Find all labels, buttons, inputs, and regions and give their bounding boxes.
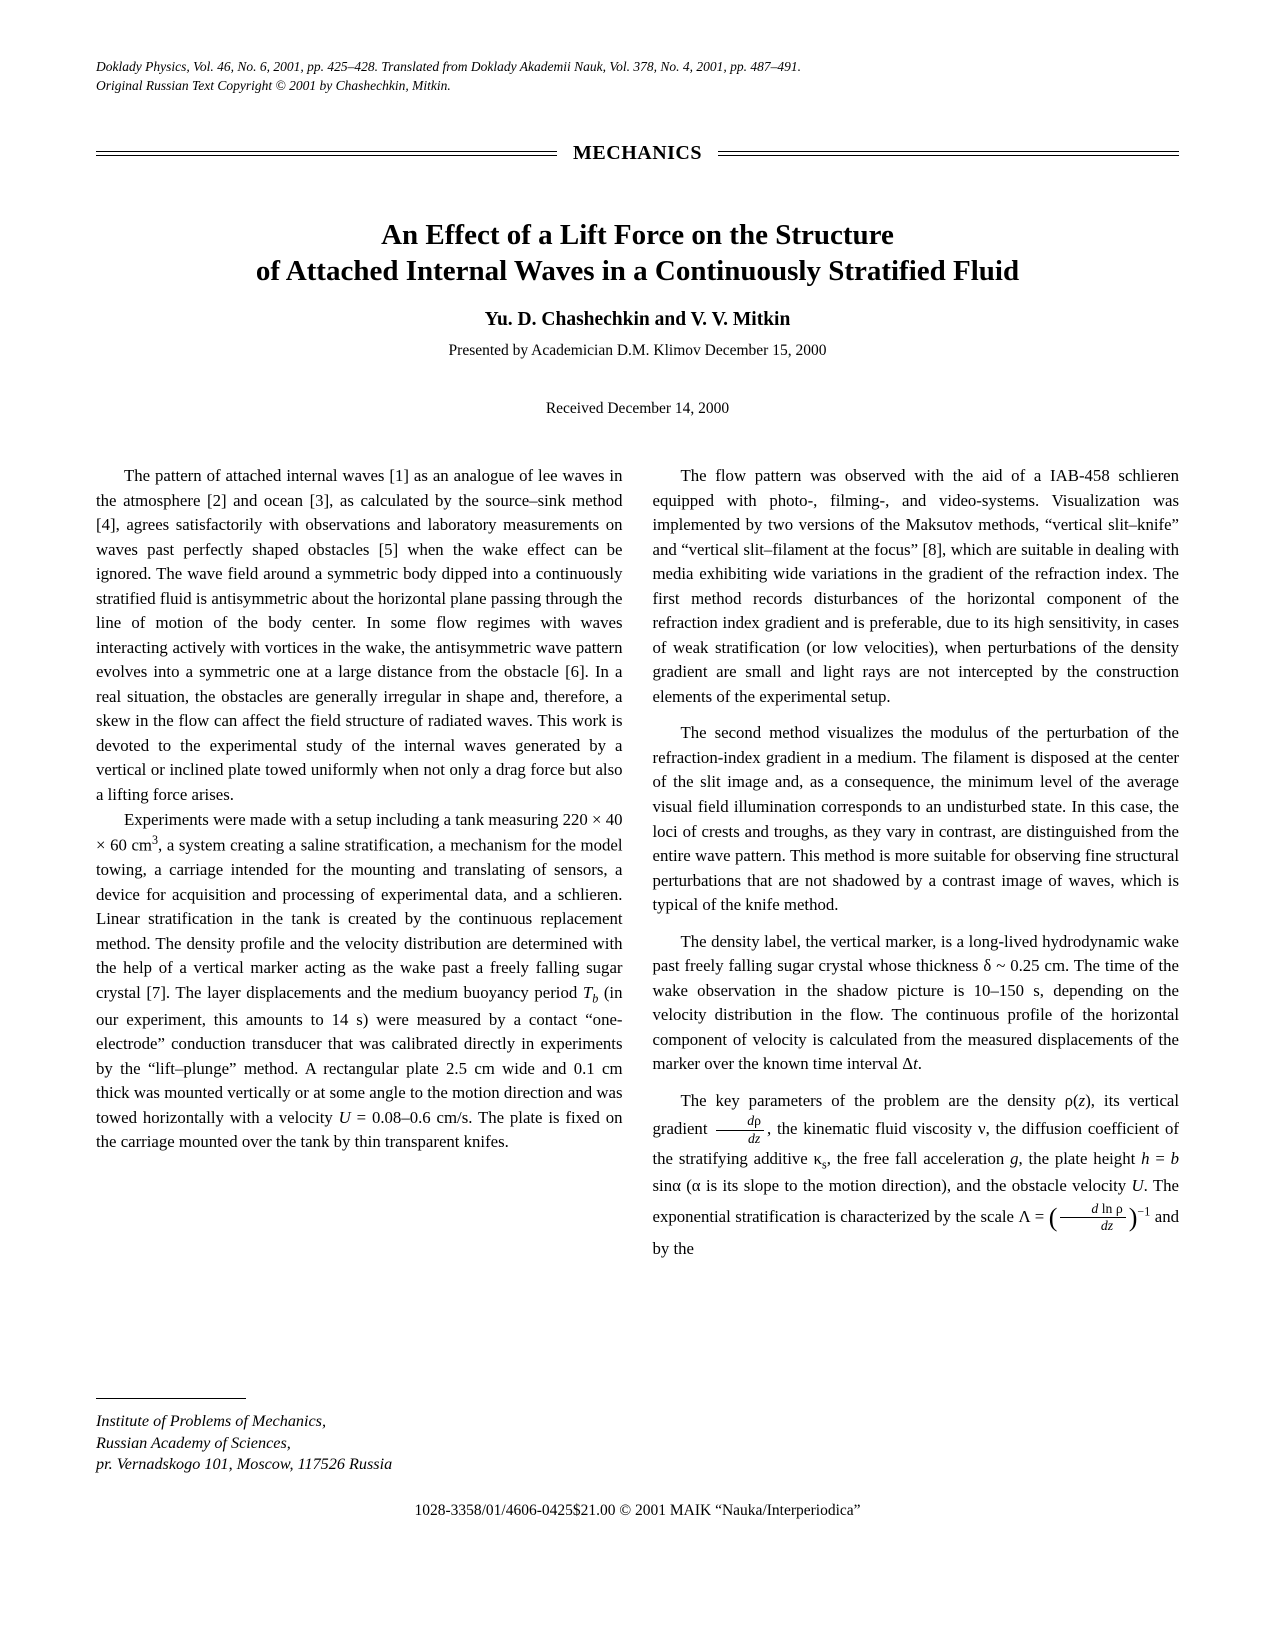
paragraph: The density label, the vertical marker, is a long-lived hydrodynamic wake past freely falling sugar crystal whose thickness δ ~ 0.25 cm. The time of the wake observation in the shadow picture is 10–150 s, depending on the velocity distribution in the flow. The continuous profile of the horizontal component of velocity is calculated from the measured displacements of the marker over the known time interval Δt.	[652, 931, 1179, 1074]
journal-header-line2: Original Russian Text Copyright © 2001 by Chashechkin, Mitkin.	[96, 77, 451, 93]
affiliation-line: Russian Academy of Sciences,	[96, 1433, 291, 1452]
paper-title-line2: of Attached Internal Waves in a Continuously Stratified Fluid	[255, 255, 1020, 288]
affiliation-line: Institute of Problems of Mechanics,	[96, 1411, 327, 1430]
paragraph: The key parameters of the problem are the density ρ(z), its vertical gradient $\frac{d\rho}{dz}$ , the kinematic fluid viscosity ν, the diffusion coefficient of the stratifying additive $\kappa_s$, the free fall acceleration g, the plate height h = b sinα (α is its slope to the motion direction), and the obstacle velocity U. The exponential stratification is characterized by the scale Λ = ( $\frac{\text{d ln ρ}}{dz}$ )$^{-1}$ and by the	[652, 1090, 1180, 1258]
journal-header	[96, 58, 1179, 96]
section-rule-left	[96, 151, 557, 156]
body-columns	[96, 464, 1179, 1476]
paragraph: The second method visualizes the modulus of the perturbation of the refraction-index gradient in a medium. The filament is disposed at the center of the slit image and, as a consequence, the minimum level of the average visual field illumination corresponds to an undisturbed state. In this case, the loci of crests and troughs, as they vary in contrast, are distinguished from the entire wave pattern. This method is more suitable for observing fine structural perturbations that are not shadowed by a contrast image of waves, which is typical of the knife method.	[652, 723, 1179, 915]
journal-header-line1: Doklady Physics, Vol. 46, No. 6, 2001, pp. 425–428. Translated from Doklady Akademii Nauk, Vol. 378, No. 4, 2001, pp. 487–491.	[96, 59, 801, 74]
paragraph: Experiments were made with a setup including a tank measuring 220 × 40 × 60 $cm^3$, a system creating a saline stratification, a mechanism for the model towing, a carriage intended for the mounting and translating of sensors, a device for acquisition and processing of experimental data, and a schlieren. Linear stratification in the tank is created by the continuous replacement method. The density profile and the velocity distribution are determined with the help of a vertical marker acting as the wake past a freely falling sugar crystal [7]. The layer displacements and the medium buoyancy period $T_b$ (in our experiment, this amounts to 14 s) were measured by a contact “one-electrode” conduction transducer that was calibrated directly in experiments by the “lift–plunge” method. A rectangular plate 2.5 cm wide and 0.1 cm thick was mounted vertically or at some angle to the motion direction and was towed horizontally with a velocity U = 0.08–0.6 cm/s. The plate is fixed on the carriage mounted over the tank by thin transparent knifes.	[96, 809, 623, 1152]
affiliation-footnote	[96, 1380, 623, 1477]
authors: Yu. D. Chashechkin and V. V. Mitkin	[484, 309, 791, 331]
section-rule-right	[718, 151, 1179, 156]
affiliation-line: pr. Vernadskogo 101, Moscow, 117526 Russia	[96, 1455, 393, 1474]
paragraph: The flow pattern was observed with the aid of a IAB-458 schlieren equipped with photo-, filming-, and video-systems. Visualization was implemented by two versions of the Maksutov methods, “vertical slit–knife” and “vertical slit–filament at the focus” [8], which are suitable in dealing with media exhibiting wide variations in the gradient of the refraction index. The first method records disturbances of the horizontal component of the refraction index gradient and is preferable, due to its high sensitivity, in cases of weak stratification (or low velocities), when perturbations of the density gradient are small and light rays are not intercepted by the construction elements of the experimental setup.	[652, 466, 1179, 706]
paragraph: The pattern of attached internal waves [1] as an analogue of lee waves in the atmosphere [2] and ocean [3], as calculated by the source–sink method [4], agrees satisfactorily with observations and laboratory measurements on waves past perfectly shaped obstacles [5] when the wake effect can be ignored. The wave field around a symmetric body dipped into a continuously stratified fluid is antisymmetric about the horizontal plane passing through the line of motion of the body center. In some flow regimes with waves interacting actively with vortices in the wake, the antisymmetric wave pattern evolves into a symmetric one at a large distance from the obstacle [6]. In a real situation, the obstacles are generally irregular in shape and, therefore, a skew in the flow can affect the field structure of radiated waves. This work is devoted to the experimental study of the internal waves generated by a vertical or inclined plate towed uniformly when not only a drag force but also a lifting force arises.	[96, 466, 623, 804]
footnote-rule	[96, 1398, 246, 1399]
left-column	[96, 464, 623, 1476]
section-banner	[96, 142, 1179, 165]
received-line: Received December 14, 2000	[545, 400, 730, 418]
presented-line: Presented by Academician D.M. Klimov December 15, 2000	[448, 342, 827, 360]
paper-title	[96, 217, 1179, 290]
paper-title-line1: An Effect of a Lift Force on the Structure	[381, 218, 894, 251]
section-label: MECHANICS	[573, 141, 702, 164]
right-column	[653, 464, 1180, 1476]
footer-copyright: 1028-3358/01/4606-0425$21.00 © 2001 MAIK “Nauka/Interperiodica”	[414, 1502, 861, 1520]
